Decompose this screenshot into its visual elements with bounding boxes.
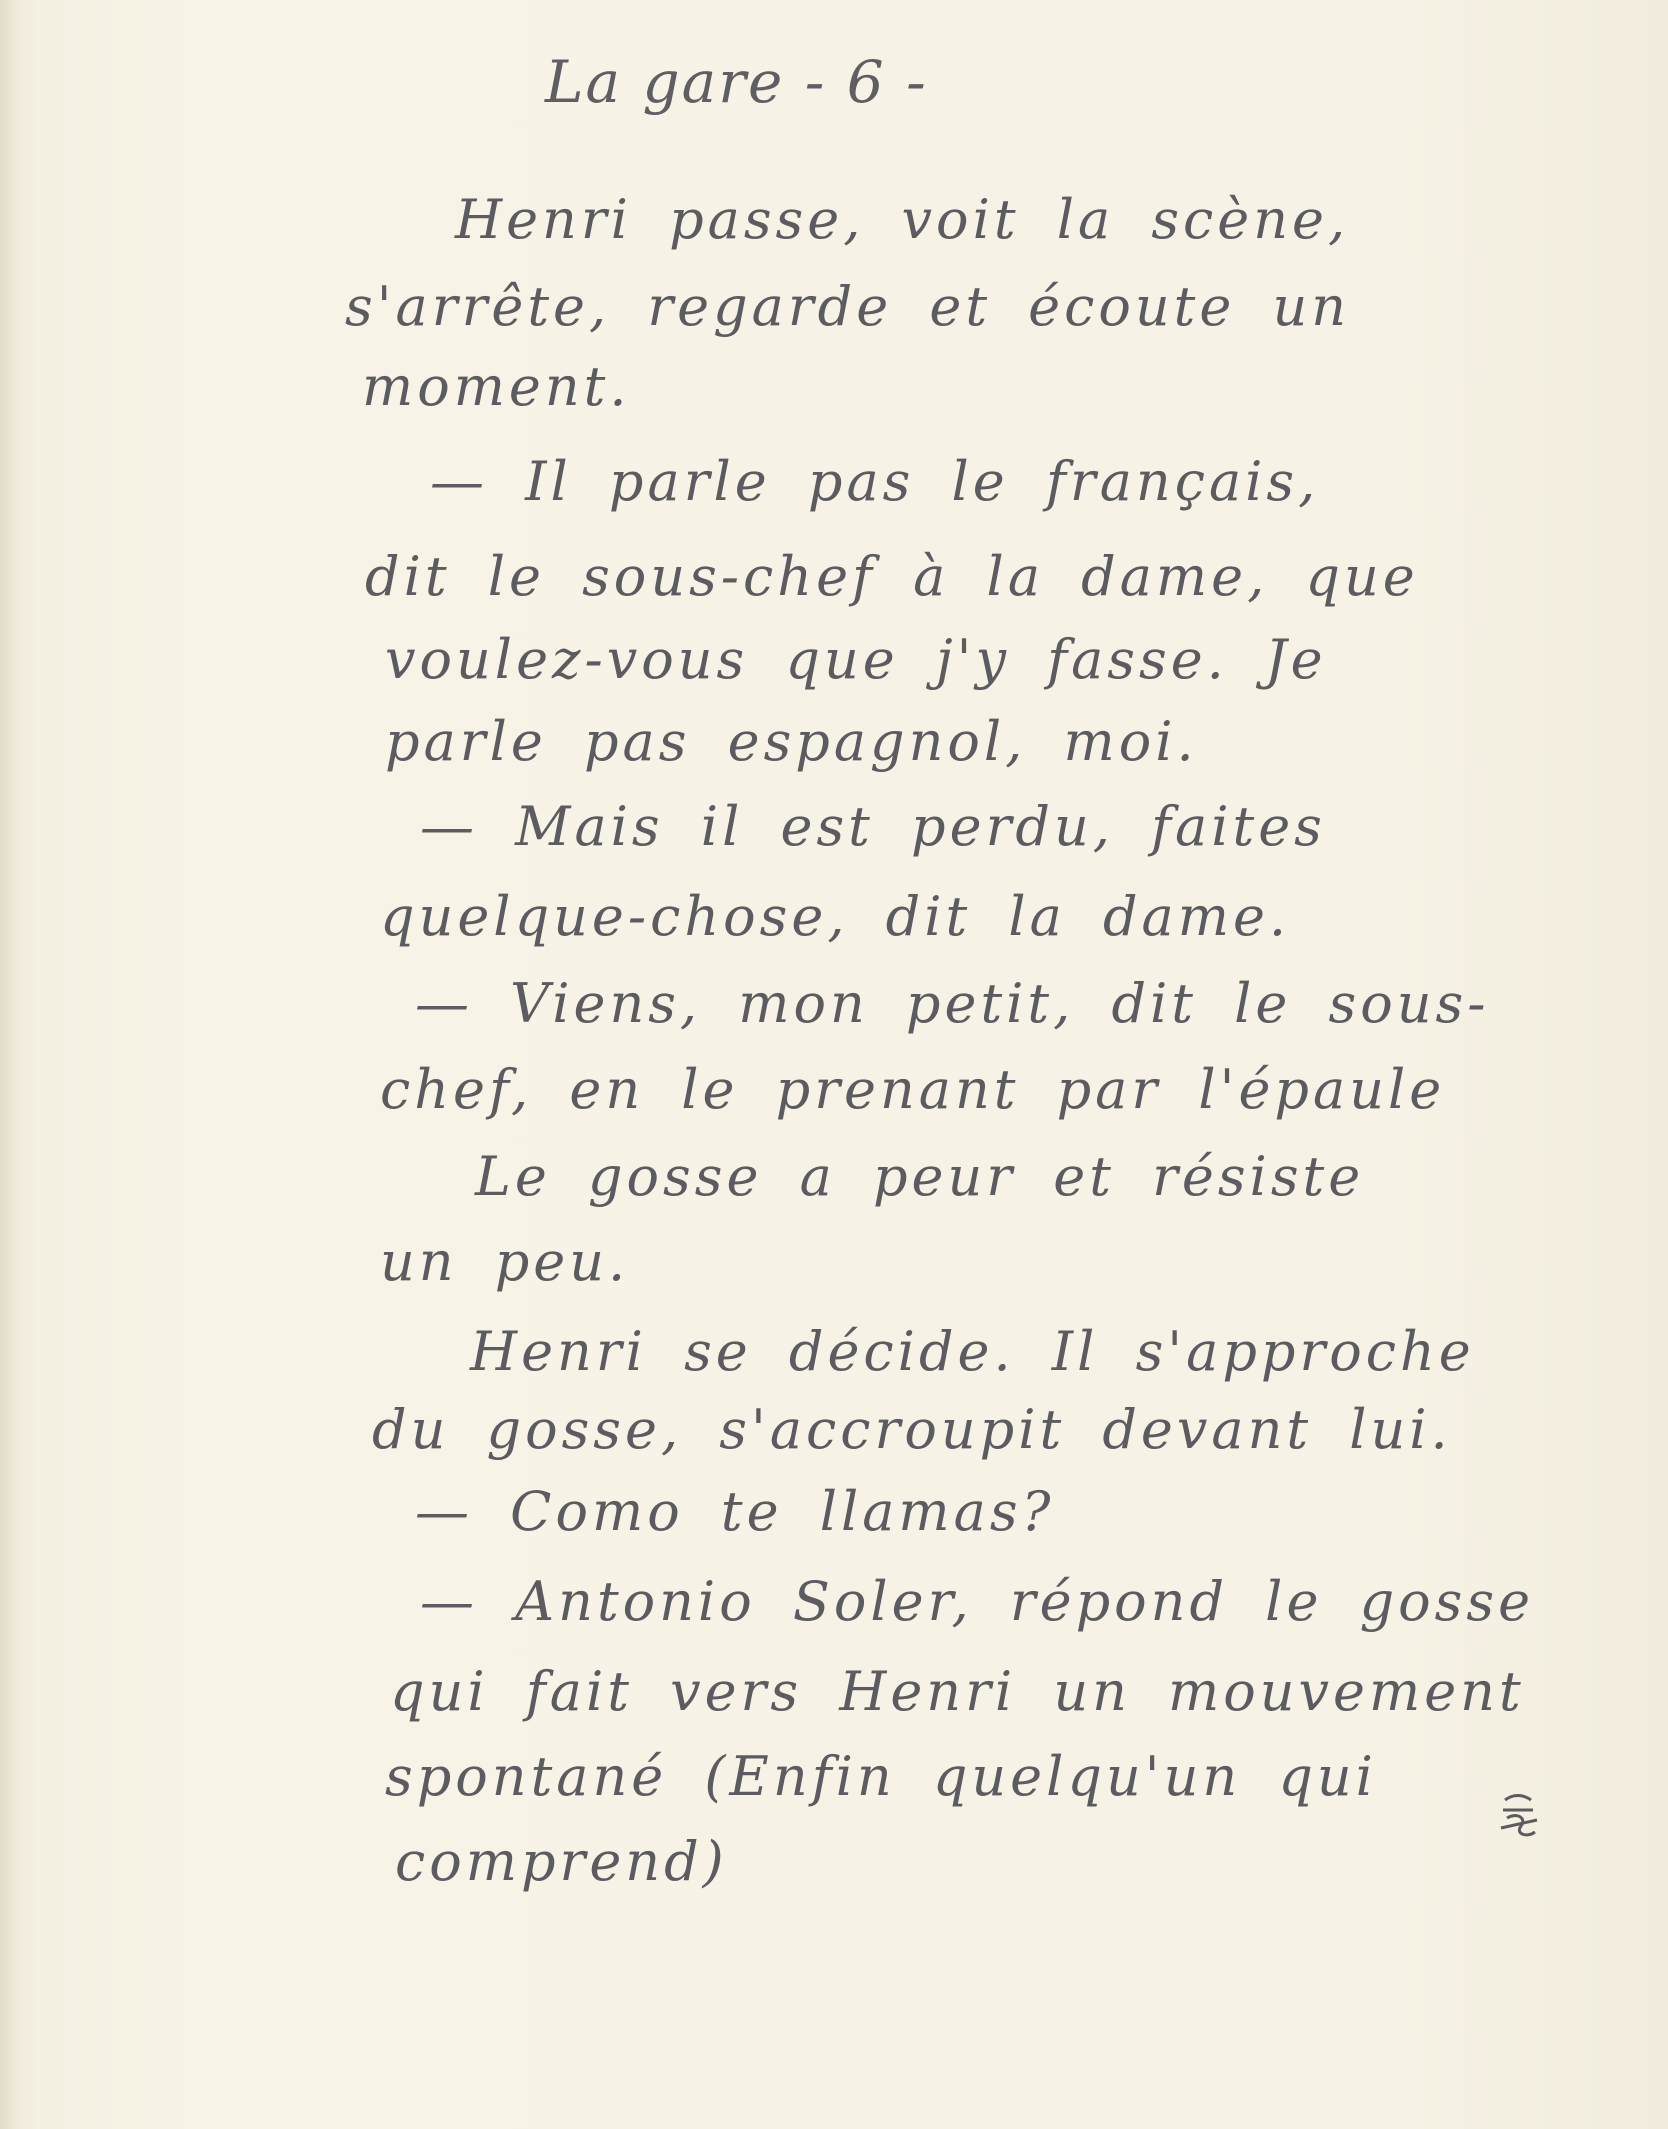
text-line: Le gosse a peur et résiste bbox=[475, 1145, 1365, 1208]
text-line: — Il parle pas le français, bbox=[430, 450, 1320, 513]
page-edge bbox=[0, 0, 18, 2129]
text-line: quelque-chose, dit la dame. bbox=[380, 885, 1291, 948]
text-line: Henri passe, voit la scène, bbox=[455, 188, 1350, 251]
text-line: — Como te llamas? bbox=[415, 1480, 1055, 1543]
text-line: qui fait vers Henri un mouvement bbox=[390, 1660, 1525, 1723]
page-heading: La gare - 6 - bbox=[545, 48, 928, 116]
text-line: comprend) bbox=[395, 1830, 728, 1893]
text-line: voulez-vous que j'y fasse. Je bbox=[385, 628, 1327, 691]
text-line: — Mais il est perdu, faites bbox=[420, 795, 1326, 858]
crossed-out-mark bbox=[1497, 1788, 1541, 1844]
text-line: un peu. bbox=[380, 1230, 630, 1293]
text-line: — Antonio Soler, répond le gosse bbox=[420, 1570, 1535, 1633]
text-line: du gosse, s'accroupit devant lui. bbox=[372, 1398, 1452, 1461]
text-line: moment. bbox=[362, 355, 631, 418]
text-line: s'arrête, regarde et écoute un bbox=[345, 275, 1351, 338]
text-line: Henri se décide. Il s'approche bbox=[470, 1320, 1475, 1383]
text-line: chef, en le prenant par l'épaule bbox=[380, 1058, 1446, 1121]
text-line: spontané (Enfin quelqu'un qui bbox=[385, 1745, 1377, 1808]
text-line: dit le sous-chef à la dame, que bbox=[365, 545, 1419, 608]
text-line: — Viens, mon petit, dit le sous- bbox=[415, 972, 1490, 1035]
text-line: parle pas espagnol, moi. bbox=[385, 710, 1198, 773]
